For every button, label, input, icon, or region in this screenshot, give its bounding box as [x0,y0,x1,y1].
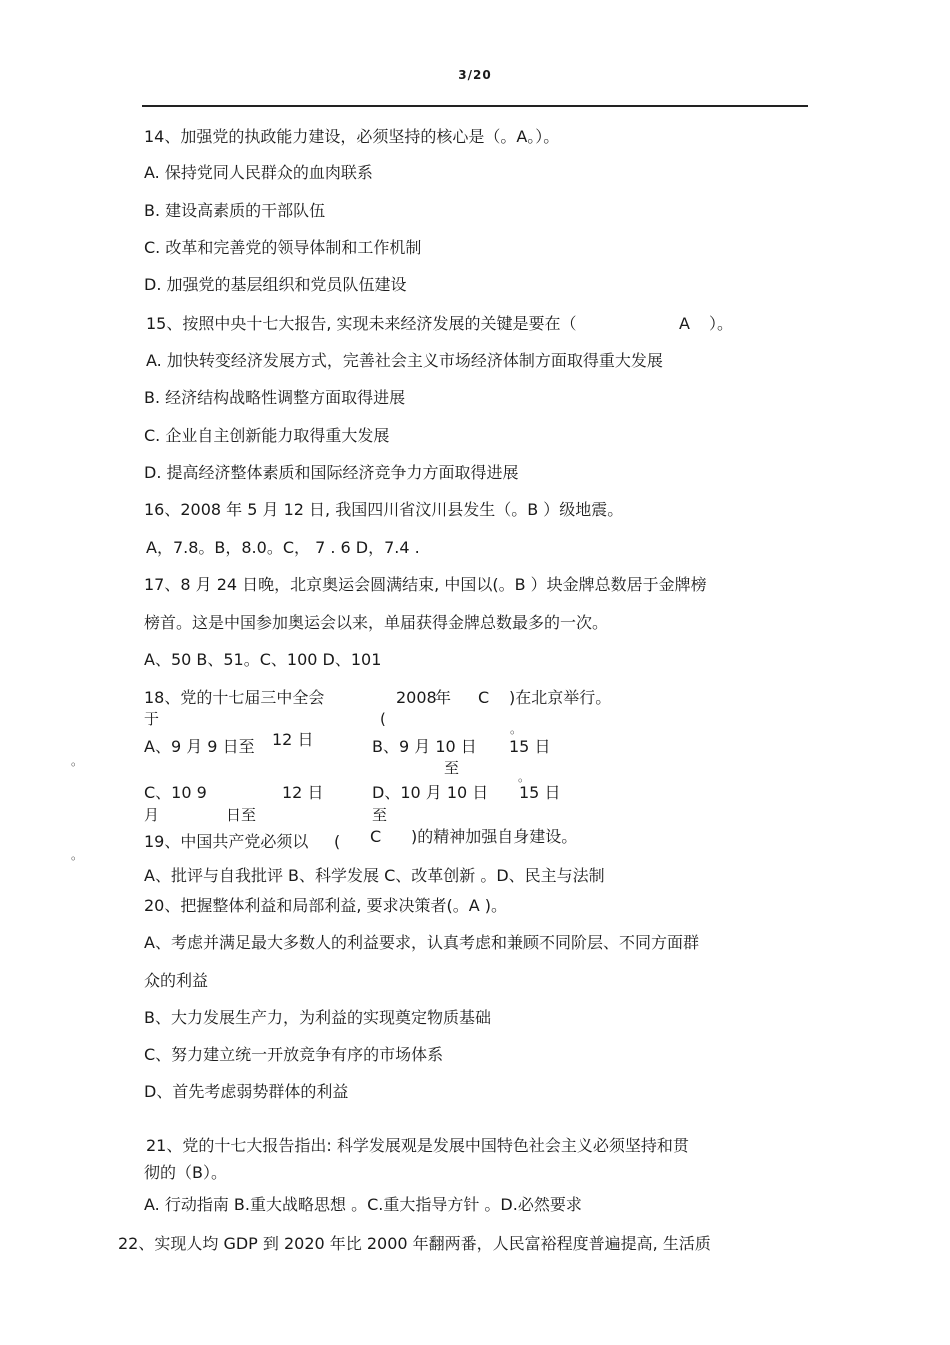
q19-answer: C [370,827,382,846]
q15-option-a: A. 加快转变经济发展方式，完善社会主义市场经济体制方面取得重大发展 [146,351,663,370]
q14-option-c: C. 改革和完善党的领导体制和工作机制 [144,238,422,257]
q19-options: A、批评与自我批评 B、科学发展 C、改革创新 。D、民主与法制 [144,866,605,885]
q18-stem-end: )在北京举行。 [509,688,612,707]
q18-option-a: A、9 月 9 日至 [144,737,255,756]
q19-stem-end: )的精神加强自身建设。 [411,827,578,846]
q21-stem-line2: 彻的（B）。 [144,1163,227,1182]
q14-option-d: D. 加强党的基层组织和党员队伍建设 [144,275,407,294]
q14-option-b: B. 建设高素质的干部队伍 [144,201,326,220]
q15-close: ）。 [709,314,734,333]
margin-mark: 。 [71,754,84,768]
q15-option-b: B. 经济结构战略性调整方面取得进展 [144,388,406,407]
q21-options: A. 行动指南 B.重大战略思想 。C.重大指导方针 。D.必然要求 [144,1195,582,1214]
margin-mark: 。 [510,722,523,736]
q18-option-b: B、9 月 10 日 [372,737,477,756]
q20-option-b: B、大力发展生产力，为利益的实现奠定物质基础 [144,1008,491,1027]
q18-answer: C [478,688,490,707]
margin-mark: 。 [71,848,84,862]
q14-stem: 14、加强党的执政能力建设，必须坚持的核心是（。A。）。 [144,127,560,146]
q18-option-b-date: 15 日 [509,737,551,756]
page-number: 3/20 [458,68,492,82]
q14-option-a: A. 保持党同人民群众的血肉联系 [144,163,373,182]
q18-option-c-rizhi: 日至 [226,806,257,824]
q18-option-a-date: 12 日 [272,730,314,749]
q20-option-a-line1: A、考虑并满足最大多数人的利益要求，认真考虑和兼顾不同阶层、不同方面群 [144,933,699,952]
q17-stem-line2: 榜首。这是中国参加奥运会以来，单届获得金牌总数最多的一次。 [144,613,609,632]
q17-stem-line1: 17、8 月 24 日晚，北京奥运会圆满结束, 中国以(。B ）块金牌总数居于金牌榜 [144,575,707,594]
q20-option-c: C、努力建立统一开放竞争有序的市场体系 [144,1045,444,1064]
q16-stem: 16、2008 年 5 月 12 日, 我国四川省汶川县发生（。B ）级地震。 [144,500,624,519]
q18-stem-yu: 于 [144,710,160,728]
q19-paren: ( [334,832,341,851]
q15-answer: A [679,314,690,333]
q18-year: 2008 [396,688,437,707]
q22-stem: 22、实现人均 GDP 到 2020 年比 2000 年翻两番，人民富裕程度普遍提高, 生活质 [118,1234,711,1253]
q18-stem-paren: ( [380,710,386,728]
q18-option-d: D、10 月 10 日 [372,783,489,802]
q21-stem-line1: 21、党的十七大报告指出: 科学发展观是发展中国特色社会主义必须坚持和贯 [146,1136,689,1155]
q18-nian: 年 [435,688,452,707]
q16-options: A，7.8。B，8.0。C， 7 . 6 D，7.4 . [146,538,420,557]
q18-stem: 18、党的十七届三中全会 [144,688,325,707]
q20-stem: 20、把握整体利益和局部利益, 要求决策者(。A )。 [144,896,508,915]
q19-stem: 19、中国共产党必须以 [144,832,309,851]
q18-option-d-date: 15 日 [519,783,561,802]
header-rule [142,105,808,107]
q18-option-c-date: 12 日 [282,783,324,802]
q18-option-c: C、10 9 [144,783,207,802]
q15-option-d: D. 提高经济整体素质和国际经济竞争力方面取得进展 [144,463,519,482]
q20-option-a-line2: 众的利益 [144,971,209,990]
q20-option-d: D、首先考虑弱势群体的利益 [144,1082,349,1101]
q15-option-c: C. 企业自主创新能力取得重大发展 [144,426,390,445]
q15-stem: 15、按照中央十七大报告, 实现未来经济发展的关键是要在（ [146,314,577,333]
q18-option-b-to: 至 [444,759,460,777]
margin-mark: 。 [518,770,531,784]
q17-options: A、50 B、51。C、100 D、101 [144,650,382,669]
q18-option-c-yue: 月 [144,806,160,824]
q18-option-d-to: 至 [372,806,388,824]
